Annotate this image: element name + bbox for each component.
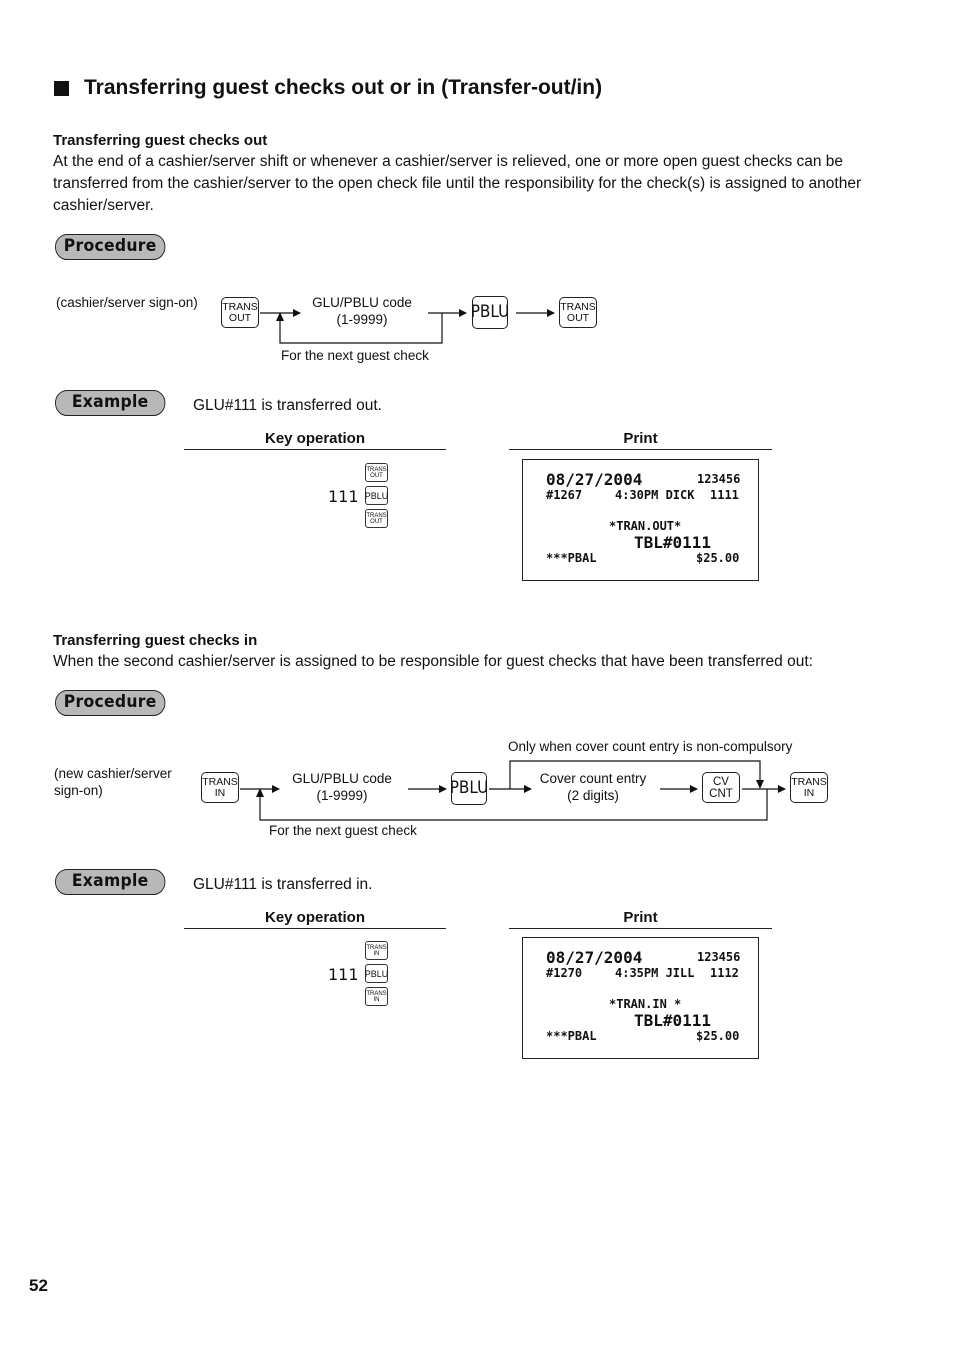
- key-label: IN: [373, 950, 380, 957]
- in-cover-label: [530, 770, 656, 804]
- trans-in-key-small: [365, 987, 388, 1006]
- key-label: TRANS: [366, 512, 387, 519]
- start-label-line: sign-on): [54, 783, 103, 798]
- out-key-operation-header: Key operation: [184, 430, 446, 450]
- in-code-label: [278, 770, 406, 804]
- cover-digits-text: (2 digits): [567, 788, 619, 803]
- receipt-pbal-value: $25.00: [696, 551, 740, 565]
- receipt-status: *TRAN.OUT*: [609, 519, 682, 533]
- key-label: OUT: [566, 311, 590, 324]
- key-label: PBLU: [364, 490, 389, 501]
- key-label: TRANS: [560, 300, 596, 313]
- out-procedure-badge: Procedure: [55, 234, 165, 260]
- in-print-header: Print: [509, 909, 772, 929]
- in-key-operation-header: Key operation: [184, 909, 446, 929]
- page-number: 52: [29, 1276, 48, 1295]
- key-label: TRANS: [202, 775, 238, 788]
- out-example-text: GLU#111 is transferred out.: [193, 397, 382, 414]
- key-label: IN: [214, 786, 226, 799]
- key-label: TRANS: [222, 300, 258, 313]
- trans-in-key: [790, 772, 828, 803]
- key-label: TRANS: [366, 990, 387, 997]
- out-loop-label: For the next guest check: [281, 348, 429, 363]
- key-label: TRANS: [366, 944, 387, 951]
- out-body: At the end of a cashier/server shift or whenever a cashier/server is relieved, one or more open guest checks can be transferred from the cashier/server to the open check file until the responsibility for the check(s) is assigned to another cashier/server.: [53, 153, 862, 214]
- receipt-date: 08/27/2004: [546, 948, 643, 967]
- code-range-text: (1-9999): [316, 788, 368, 803]
- trans-in-key-small: [365, 941, 388, 960]
- key-label: CV: [713, 775, 729, 788]
- out-start-label: (cashier/server sign-on): [56, 295, 198, 310]
- out-print-header: Print: [509, 430, 772, 450]
- code-label-text: GLU/PBLU code: [292, 771, 392, 786]
- receipt-machine-no: 123456: [697, 950, 741, 964]
- cv-cnt-key: [702, 772, 740, 803]
- section-title: Transferring guest checks out or in (Transfer-out/in): [84, 76, 603, 99]
- key-label: CNT: [709, 787, 733, 800]
- trans-in-key: [201, 772, 239, 803]
- in-loop-label: For the next guest check: [269, 823, 417, 838]
- receipt-machine-no: 123456: [697, 472, 741, 486]
- key-label: OUT: [228, 311, 252, 324]
- receipt-pbal-label: ***PBAL: [546, 1029, 597, 1043]
- receipt-status: *TRAN.IN *: [609, 997, 682, 1011]
- receipt-table: TBL#0111: [634, 533, 712, 552]
- key-label: OUT: [370, 518, 383, 525]
- receipt-pbal-value: $25.00: [696, 1029, 740, 1043]
- key-label: PBLU: [449, 778, 489, 798]
- code-range-text: (1-9999): [336, 312, 388, 327]
- receipt-date: 08/27/2004: [546, 470, 643, 489]
- in-procedure-badge: Procedure: [55, 690, 165, 716]
- receipt-clerk-code: 1112: [710, 966, 739, 980]
- code-label-text: GLU/PBLU code: [312, 295, 412, 310]
- pblu-key: [451, 772, 487, 805]
- in-example-text: GLU#111 is transferred in.: [193, 876, 373, 893]
- key-label: TRANS: [791, 775, 827, 788]
- start-label-line: (new cashier/server: [54, 766, 172, 781]
- key-label: OUT: [370, 472, 383, 479]
- key-label: IN: [373, 996, 380, 1003]
- in-start-label: [54, 765, 172, 799]
- key-label: TRANS: [366, 466, 387, 473]
- key-label: IN: [803, 786, 815, 799]
- in-optional-label: Only when cover count entry is non-compulsory: [508, 739, 793, 754]
- out-heading: Transferring guest checks out: [53, 132, 268, 149]
- receipt-consec-no: #1270: [546, 966, 583, 980]
- cover-label-text: Cover count entry: [539, 771, 647, 786]
- in-body: When the second cashier/server is assigned to be responsible for guest checks that have been transferred out:: [53, 653, 813, 670]
- receipt-consec-no: #1267: [546, 488, 583, 502]
- in-receipt: [522, 937, 759, 1059]
- receipt-pbal-label: ***PBAL: [546, 551, 597, 565]
- in-key-number: 111: [328, 965, 359, 984]
- receipt-time-clerk: 4:30PM DICK: [615, 488, 695, 502]
- out-key-number: 111: [328, 487, 359, 506]
- key-label: PBLU: [470, 302, 510, 322]
- in-heading: Transferring guest checks in: [53, 632, 258, 649]
- in-example-badge: Example: [55, 869, 165, 895]
- pblu-key-small: [365, 964, 388, 983]
- receipt-clerk-code: 1111: [710, 488, 739, 502]
- out-example-badge: Example: [55, 390, 165, 416]
- key-label: PBLU: [364, 968, 389, 979]
- receipt-time-clerk: 4:35PM JILL: [615, 966, 695, 980]
- receipt-table: TBL#0111: [634, 1011, 712, 1030]
